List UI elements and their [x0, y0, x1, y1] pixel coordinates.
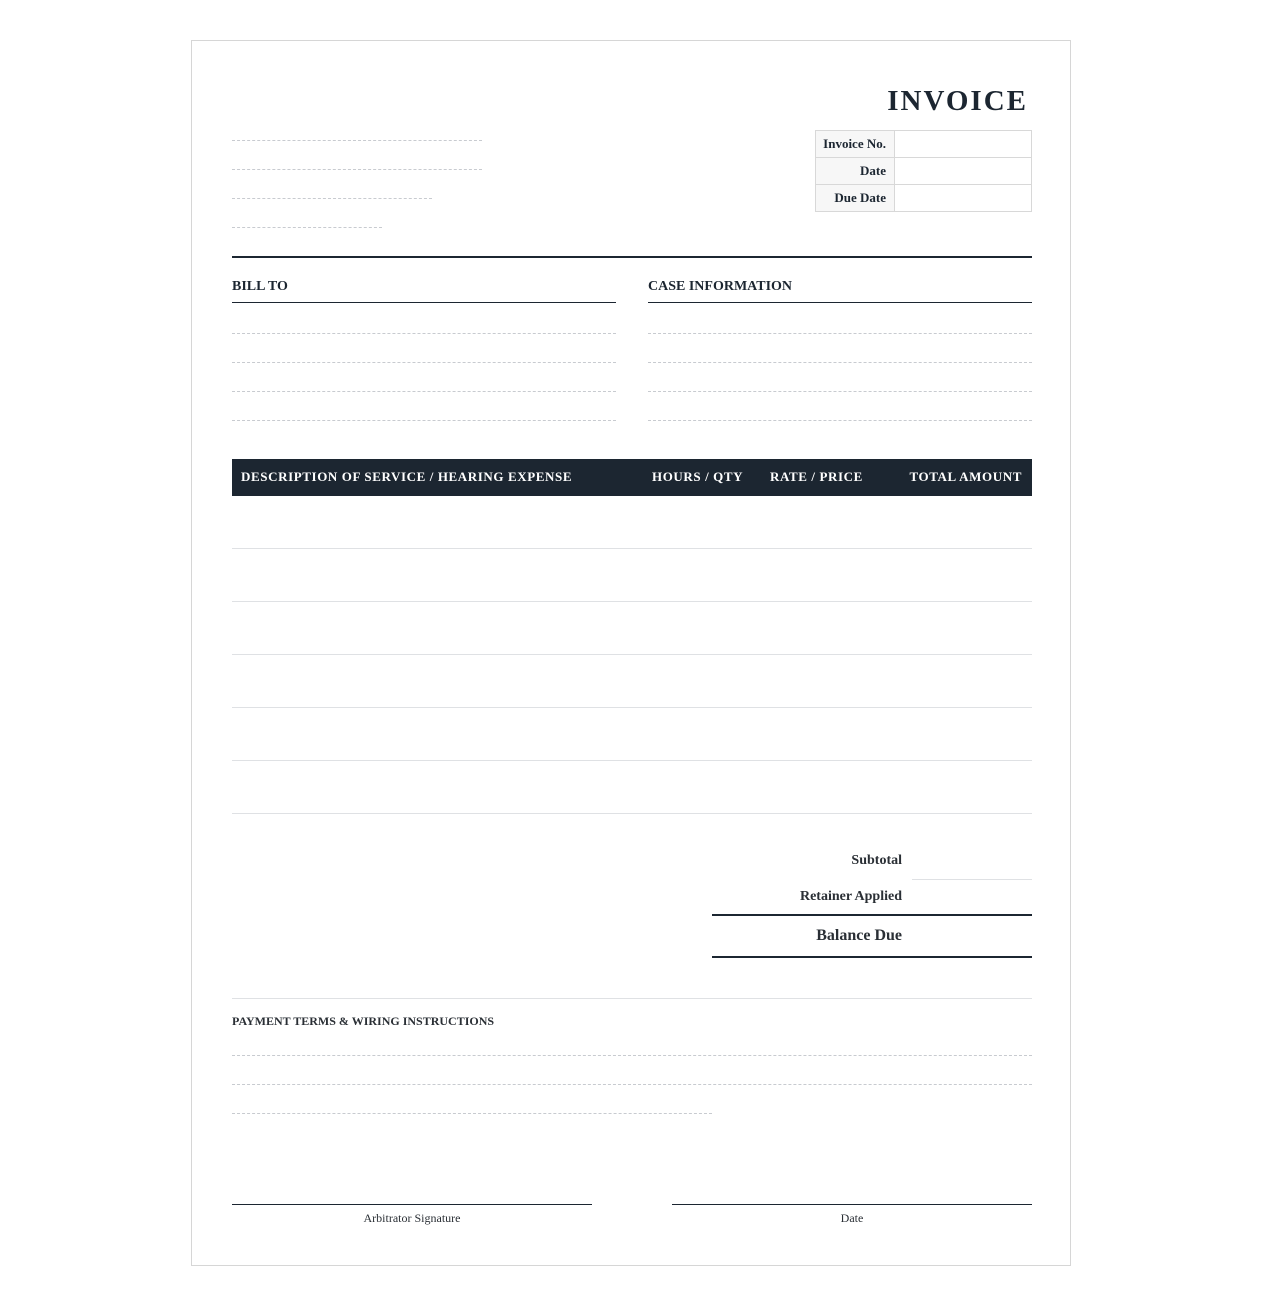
- bill-to-line[interactable]: [232, 391, 616, 392]
- invoice-page: [191, 40, 1071, 1266]
- case-information-line[interactable]: [648, 420, 1032, 421]
- company-line[interactable]: [232, 198, 432, 199]
- case-information-line[interactable]: [648, 333, 1032, 334]
- balance-top-rule: [712, 914, 1032, 916]
- retainer-applied-label: Retainer Applied: [799, 889, 902, 904]
- case-information-line[interactable]: [648, 362, 1032, 363]
- table-row[interactable]: [232, 601, 1032, 602]
- due-date-label: Due Date: [816, 185, 895, 212]
- payment-line[interactable]: [232, 1113, 712, 1114]
- company-line[interactable]: [232, 140, 482, 141]
- table-row[interactable]: [232, 654, 1032, 655]
- case-information-heading: CASE INFORMATION: [648, 279, 793, 294]
- invoice-title: INVOICE: [887, 85, 1028, 117]
- column-description: DESCRIPTION OF SERVICE / HEARING EXPENSE: [241, 469, 573, 484]
- due-date-field[interactable]: [895, 185, 1032, 212]
- bill-to-line[interactable]: [232, 420, 616, 421]
- subtotal-field[interactable]: [912, 879, 1032, 880]
- table-row[interactable]: [232, 548, 1032, 549]
- company-line[interactable]: [232, 169, 482, 170]
- line-items-header: [232, 459, 1032, 496]
- case-information-underline: [648, 302, 1032, 303]
- arbitrator-signature-line[interactable]: [232, 1204, 592, 1205]
- bill-to-line[interactable]: [232, 362, 616, 363]
- column-hours-qty: HOURS / QTY: [652, 469, 744, 484]
- signature-date-label: Date: [840, 1211, 864, 1225]
- case-information-line[interactable]: [648, 391, 1032, 392]
- column-rate-price: RATE / PRICE: [770, 469, 863, 484]
- header-divider: [232, 256, 1032, 258]
- bill-to-underline: [232, 302, 616, 303]
- payment-terms-heading: PAYMENT TERMS & WIRING INSTRUCTIONS: [232, 1014, 495, 1028]
- bill-to-heading: BILL TO: [232, 279, 288, 294]
- balance-due-label: Balance Due: [816, 927, 902, 944]
- table-row[interactable]: [232, 760, 1032, 761]
- company-line[interactable]: [232, 227, 382, 228]
- table-row[interactable]: [232, 707, 1032, 708]
- payment-divider: [232, 998, 1032, 999]
- balance-bottom-rule: [712, 956, 1032, 958]
- date-field[interactable]: [895, 158, 1032, 185]
- payment-line[interactable]: [232, 1084, 1032, 1085]
- bill-to-line[interactable]: [232, 333, 616, 334]
- signature-date-line[interactable]: [672, 1204, 1032, 1205]
- payment-line[interactable]: [232, 1055, 1032, 1056]
- invoice-meta-table: [815, 130, 1032, 212]
- table-row[interactable]: [232, 813, 1032, 814]
- date-label: Date: [816, 158, 895, 185]
- subtotal-label: Subtotal: [851, 853, 902, 868]
- invoice-no-field[interactable]: [895, 131, 1032, 158]
- column-total-amount: TOTAL AMOUNT: [909, 469, 1022, 484]
- invoice-no-label: Invoice No.: [816, 131, 895, 158]
- arbitrator-signature-label: Arbitrator Signature: [363, 1211, 461, 1225]
